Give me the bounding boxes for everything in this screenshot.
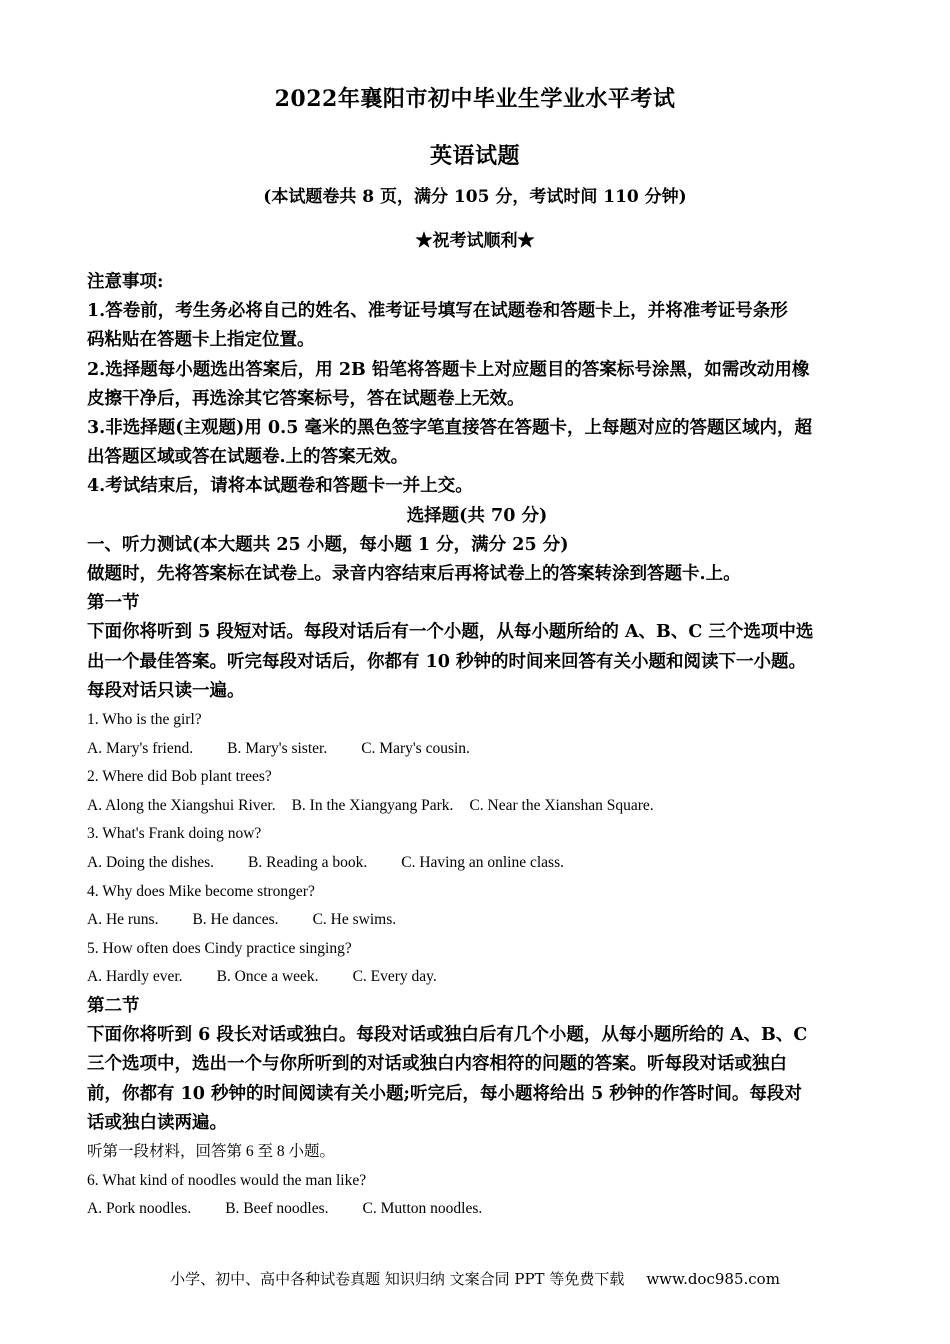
option-b: B. He dances. <box>192 911 279 929</box>
option-c: C. He swims. <box>312 911 397 929</box>
exam-body <box>87 268 867 1224</box>
notes-line: 皮擦干净后，再选涂其它答案标号，答在试题卷上无效。 <box>87 388 525 409</box>
subsection-desc: 下面你将听到 5 段短对话。每段对话后有一个小题，从每小题所给的 A、B、C 三个选项中选 <box>87 622 814 643</box>
option-b: B. Mary's sister. <box>227 739 328 757</box>
section-title: 一、听力测试(本大题共 25 小题，每小题 1 分，满分 25 分) <box>87 534 569 555</box>
subsection-desc: 话或独白读两遍。 <box>87 1112 227 1133</box>
option-b: B. Reading a book. <box>248 854 368 872</box>
option-a: A. Pork noodles. <box>87 1200 192 1218</box>
option-b: B. In the Xiangyang Park. <box>291 796 454 814</box>
question-text: 5. How often does Cindy practice singing? <box>87 939 352 957</box>
page-footer <box>0 1268 950 1290</box>
subsection-desc: 每段对话只读一遍。 <box>87 680 245 701</box>
question-options <box>87 792 867 821</box>
exam-info: (本试题卷共 8 页，满分 105 分，考试时间 110 分钟) <box>263 187 687 207</box>
option-c: C. Mary's cousin. <box>361 739 470 757</box>
subsection-desc: 三个选项中，选出一个与你所听到的对话或独白内容相符的问题的答案。听每段对话或独白 <box>87 1054 787 1075</box>
question-options <box>87 735 867 764</box>
question-text: 3. What's Frank doing now? <box>87 825 262 843</box>
exam-title: 2022年襄阳市初中毕业生学业水平考试 <box>274 86 676 112</box>
notes-line: 3.非选择题(主观题)用 0.5 毫米的黑色签字笔直接答在答题卡，上每题对应的答题区域内，超 <box>87 418 812 439</box>
notes-heading: 注意事项: <box>87 272 164 292</box>
option-c: C. Near the Xianshan Square. <box>469 796 654 814</box>
part-heading: 选择题(共 70 分) <box>406 505 548 526</box>
option-a: A. Hardly ever. <box>87 968 183 986</box>
option-a: A. Mary's friend. <box>87 739 194 757</box>
question-options <box>87 963 867 992</box>
option-c: C. Mutton noodles. <box>362 1200 483 1218</box>
question-text: 6. What kind of noodles would the man like? <box>87 1171 367 1189</box>
notes-line: 码粘贴在答题卡上指定位置。 <box>87 330 315 351</box>
subsection-desc: 下面你将听到 6 段长对话或独白。每段对话或独白后有几个小题，从每小题所给的 A、B、C <box>87 1025 808 1046</box>
question-text: 4. Why does Mike become stronger? <box>87 882 315 900</box>
question-text: 2. Where did Bob plant trees? <box>87 768 272 786</box>
option-b: B. Beef noodles. <box>225 1200 329 1218</box>
question-options <box>87 849 867 878</box>
footer-text: 小学、初中、高中各种试卷真题 知识归纳 文案合同 PPT 等免费下载 <box>170 1270 625 1288</box>
question-options <box>87 1195 867 1224</box>
notes-line: 2.选择题每小题选出答案后，用 2B 铅笔将答题卡上对应题目的答案标号涂黑，如需改动用橡 <box>87 359 810 380</box>
subsection-desc: 前，你都有 10 秒钟的时间阅读有关小题;听完后，每小题将给出 5 秒钟的作答时间。每段对 <box>87 1083 802 1104</box>
question-options <box>87 906 867 935</box>
section-instruction: 做题时，先将答案标在试卷上。录音内容结束后再将试卷上的答案转涂到答题卡.上。 <box>87 564 741 585</box>
subsection-desc: 出一个最佳答案。听完每段对话后，你都有 10 秒钟的时间来回答有关小题和阅读下一小题。 <box>87 651 807 672</box>
option-c: C. Having an online class. <box>401 854 564 872</box>
wish-line: ★祝考试顺利★ <box>415 231 535 251</box>
subsection-title: 第一节 <box>87 593 140 614</box>
option-a: A. Along the Xiangshui River. <box>87 796 276 814</box>
subsection-title: 第二节 <box>87 995 140 1016</box>
subject-title: 英语试题 <box>429 143 520 169</box>
notes-line: 4.考试结束后，请将本试题卷和答题卡一并上交。 <box>87 476 473 497</box>
option-b: B. Once a week. <box>216 968 319 986</box>
footer-url[interactable]: www.doc985.com <box>646 1270 780 1288</box>
notes-line: 1.答卷前，考生务必将自己的姓名、准考证号填写在试题卷和答题卡上，并将准考证号条形 <box>87 301 788 322</box>
option-c: C. Every day. <box>352 968 437 986</box>
option-a: A. He runs. <box>87 911 159 929</box>
notes-line: 出答题区域或答在试题卷.上的答案无效。 <box>87 447 409 468</box>
option-a: A. Doing the dishes. <box>87 854 215 872</box>
question-text: 1. Who is the girl? <box>87 711 202 729</box>
material-note: 听第一段材料，回答第 6 至 8 小题。 <box>87 1143 336 1160</box>
